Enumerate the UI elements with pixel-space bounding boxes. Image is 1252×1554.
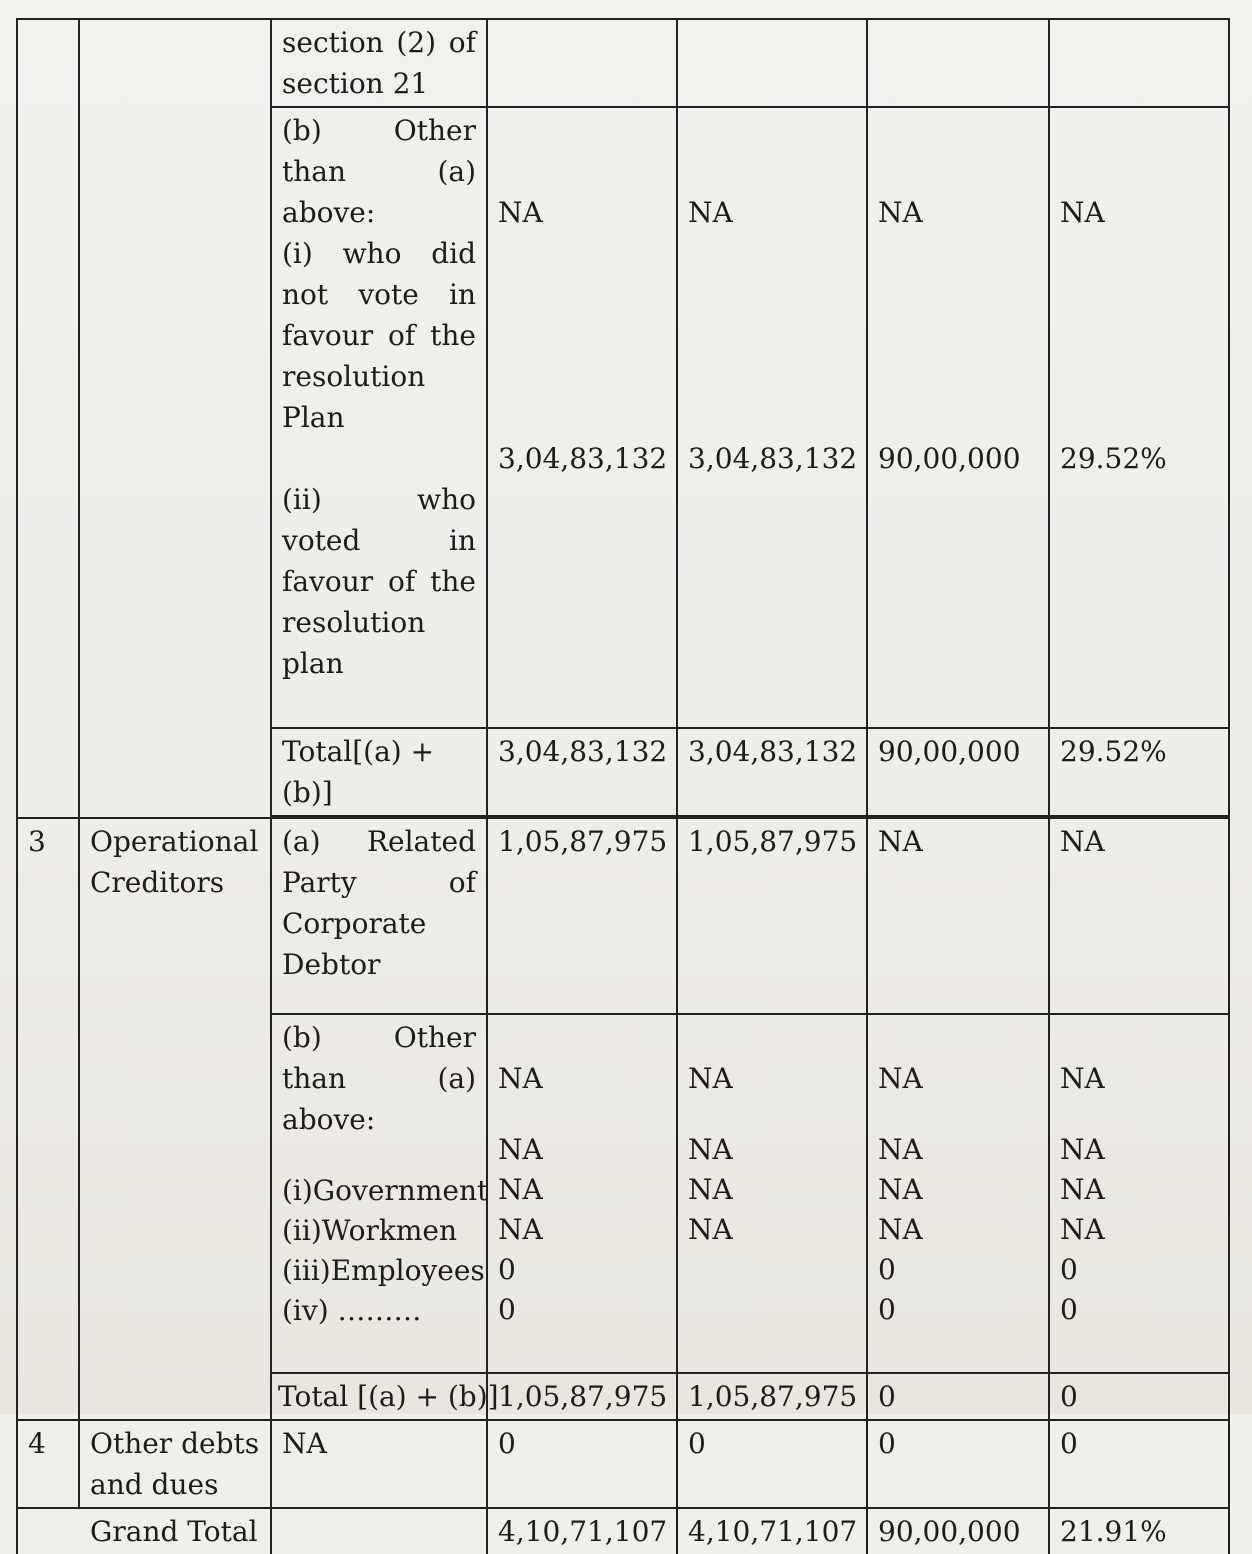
table-row [17, 19, 1229, 107]
amount-cell: 0 [867, 1420, 1049, 1508]
desc-cell: NA [271, 1420, 487, 1508]
table-row [17, 1508, 1229, 1554]
item-label: (iii)Employees [282, 1254, 485, 1287]
value-text: 3,04,83,132 [688, 442, 858, 475]
category-cell [79, 19, 271, 818]
sno-cell: 3 [17, 818, 79, 1420]
value-text: NA [498, 1213, 543, 1246]
claims-table [16, 18, 1230, 1554]
value-text: NA [878, 1062, 923, 1095]
item-label: (iv) ……… [282, 1294, 422, 1327]
amount-cell [487, 1014, 677, 1373]
sno-cell [17, 19, 79, 818]
category-cell: Operational Creditors [79, 818, 271, 1420]
percent-cell [1049, 107, 1229, 728]
amount-cell: 1,05,87,975 [487, 1373, 677, 1420]
value-text: NA [498, 1062, 543, 1095]
amount-cell [677, 107, 867, 728]
amount-cell [867, 107, 1049, 728]
value-text: NA [1060, 1133, 1105, 1166]
item-label: (ii) who voted in favour of the resolution plan [282, 483, 476, 680]
amount-cell: 1,05,87,975 [677, 818, 867, 1014]
sub-heading: (b) Other than (a) above: [282, 114, 476, 229]
sub-heading: (b) Other than (a) above: [282, 1021, 476, 1136]
value-text: 0 [1060, 1293, 1078, 1326]
percent-cell: 0 [1049, 1373, 1229, 1420]
value-text: 0 [498, 1253, 516, 1286]
amount-cell [487, 107, 677, 728]
amount-cell: 3,04,83,132 [487, 728, 677, 816]
desc-cell: (a) Related Party of Corporate Debtor [271, 818, 487, 1014]
desc-cell: Total [(a) + (b)] [271, 1373, 487, 1420]
percent-cell: NA [1049, 818, 1229, 1014]
value-text: NA [498, 1173, 543, 1206]
value-text: NA [688, 1062, 733, 1095]
desc-cell: Total[(a) + (b)] [271, 728, 487, 816]
desc-cell [271, 1014, 487, 1373]
value-text: NA [498, 1133, 543, 1166]
percent-cell: 21.91% [1049, 1508, 1229, 1554]
amount-cell: NA [867, 818, 1049, 1014]
table-row [17, 818, 1229, 1014]
value-text: NA [688, 1173, 733, 1206]
value-text: 3,04,83,132 [498, 442, 668, 475]
value-text: 90,00,000 [878, 442, 1021, 475]
amount-cell: 1,05,87,975 [677, 1373, 867, 1420]
sno-cell: 4 [17, 1420, 79, 1508]
amount-cell [867, 1014, 1049, 1373]
value-text: NA [688, 196, 733, 229]
amount-cell: 3,04,83,132 [677, 728, 867, 816]
amount-cell: 90,00,000 [867, 728, 1049, 816]
amount-cell [677, 1014, 867, 1373]
value-text: NA [1060, 1213, 1105, 1246]
value-text: 0 [1060, 1253, 1078, 1286]
item-label: (ii)Workmen [282, 1214, 457, 1247]
grand-total-label: Grand Total [17, 1508, 271, 1554]
percent-cell: 29.52% [1049, 728, 1229, 816]
amount-cell: 1,05,87,975 [487, 818, 677, 1014]
value-text: NA [1060, 1062, 1105, 1095]
value-text: 0 [498, 1293, 516, 1326]
value-text: NA [688, 1213, 733, 1246]
value-text: 0 [878, 1253, 896, 1286]
category-cell: Other debts and dues [79, 1420, 271, 1508]
table-row [17, 1420, 1229, 1508]
amount-cell: 90,00,000 [867, 1508, 1049, 1554]
desc-cell: section (2) of section 21 [271, 19, 487, 107]
value-text: NA [1060, 196, 1105, 229]
amount-cell: 4,10,71,107 [487, 1508, 677, 1554]
amount-cell: 0 [867, 1373, 1049, 1420]
percent-cell: 0 [1049, 1420, 1229, 1508]
value-text: 29.52% [1060, 442, 1167, 475]
item-label: (i)Government [282, 1174, 489, 1207]
value-text: NA [878, 1133, 923, 1166]
amount-cell: 4,10,71,107 [677, 1508, 867, 1554]
value-text: NA [878, 1173, 923, 1206]
desc-cell [271, 107, 487, 728]
value-text: NA [878, 1213, 923, 1246]
value-text: 0 [878, 1293, 896, 1326]
amount-cell: 0 [677, 1420, 867, 1508]
value-text: NA [498, 196, 543, 229]
desc-cell [271, 1508, 487, 1554]
value-text: NA [878, 196, 923, 229]
percent-cell [1049, 1014, 1229, 1373]
value-text: NA [1060, 1173, 1105, 1206]
amount-cell: 0 [487, 1420, 677, 1508]
value-text: NA [688, 1133, 733, 1166]
item-label: (i) who did not vote in favour of the resolution Plan [282, 237, 476, 434]
